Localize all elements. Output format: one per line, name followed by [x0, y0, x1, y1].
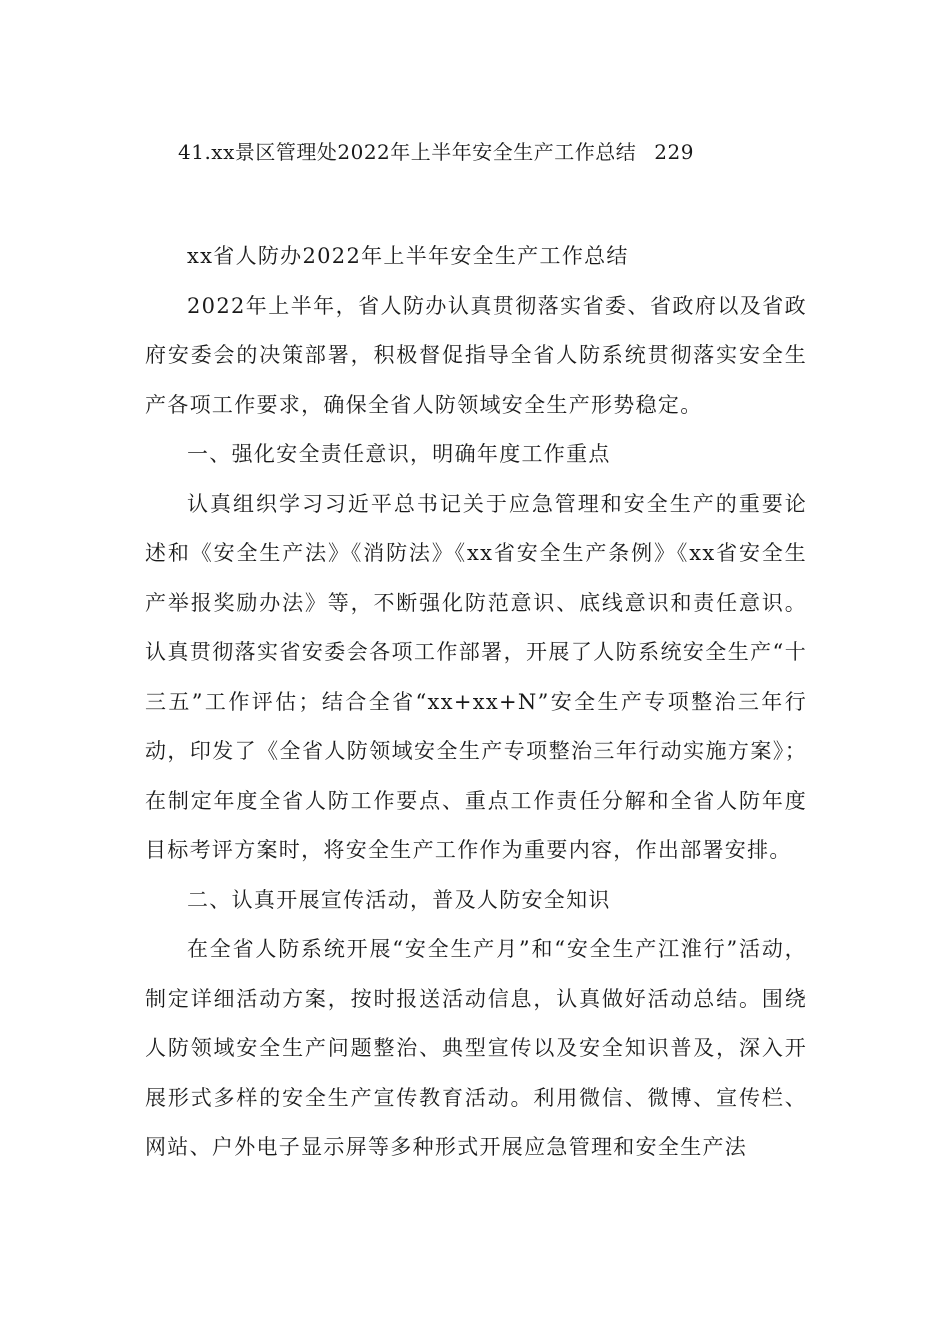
toc-entry-page-number: 229	[654, 140, 694, 164]
intro-paragraph: 2022年上半年，省人防办认真贯彻落实省委、省政府以及省政府安委会的决策部署，积极督促指导全省人防系统贯彻落实安全生产各项工作要求，确保全省人防领域安全生产形势稳定。	[145, 293, 807, 417]
document-heading: xx省人防办2022年上半年安全生产工作总结	[187, 244, 629, 268]
toc-entry	[178, 138, 694, 166]
section-heading-2: 二、认真开展宣传活动，普及人防安全知识	[187, 887, 611, 912]
section-1-paragraph: 认真组织学习习近平总书记关于应急管理和安全生产的重要论述和《安全生产法》《消防法》《xx省安全生产条例》《xx省安全生产举报奖励办法》等，不断强化防范意识、底线意识和责任意识。认真贯彻落实省安委会各项工作部署，开展了人防系统安全生产“十三五”工作评估；结合全省“xx+xx+N”安全生产专项整治三年行动，印发了《全省人防领域安全生产专项整治三年行动实施方案》；在制定年度全省人防工作要点、重点工作责任分解和全省人防年度目标考评方案时，将安全生产工作作为重要内容，作出部署安排。	[145, 491, 807, 862]
section-2-paragraph: 在全省人防系统开展“安全生产月”和“安全生产江淮行”活动，制定详细活动方案，按时报送活动信息，认真做好活动总结。围绕人防领域安全生产问题整治、典型宣传以及安全知识普及，深入开展形式多样的安全生产宣传教育活动。利用微信、微博、宣传栏、网站、户外电子显示屏等多种形式开展应急管理和安全生产法	[145, 937, 807, 1159]
toc-entry-title: 41.xx景区管理处2022年上半年安全生产工作总结	[178, 140, 637, 164]
document-body	[145, 232, 807, 1173]
section-heading-1: 一、强化安全责任意识，明确年度工作重点	[187, 442, 611, 466]
